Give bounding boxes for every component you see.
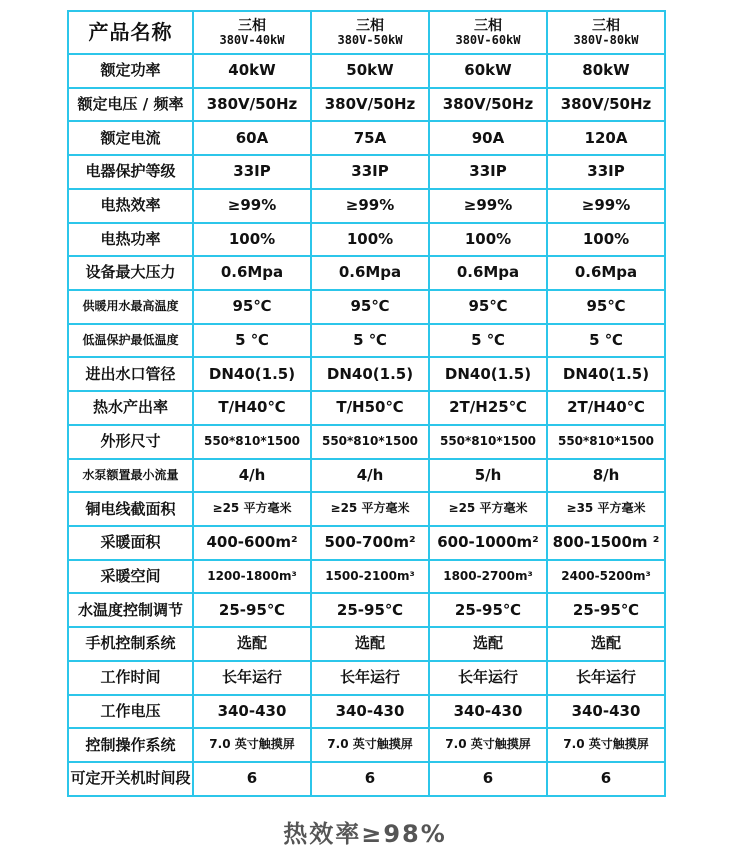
spec-value: 0.6Mpa xyxy=(311,256,429,290)
spec-value: 长年运行 xyxy=(547,661,665,695)
spec-value: 1500-2100m³ xyxy=(311,560,429,594)
model-name: 380V-60kW xyxy=(455,32,521,47)
spec-value: 6 xyxy=(429,762,547,796)
spec-label: 可定开关机时间段 xyxy=(68,762,193,796)
spec-value: 550*810*1500 xyxy=(547,425,665,459)
header-row xyxy=(68,11,665,54)
spec-value: DN40(1.5) xyxy=(547,357,665,391)
spec-row xyxy=(68,627,665,661)
spec-label: 采暖面积 xyxy=(68,526,193,560)
spec-value: 2T/H25℃ xyxy=(429,391,547,425)
spec-row xyxy=(68,324,665,358)
spec-row xyxy=(68,425,665,459)
spec-label: 工作时间 xyxy=(68,661,193,695)
spec-value: 7.0 英寸触摸屏 xyxy=(429,728,547,762)
spec-value: 95℃ xyxy=(429,290,547,324)
spec-value: 95℃ xyxy=(193,290,311,324)
spec-value: ≥99% xyxy=(429,189,547,223)
model-name: 380V-40kW xyxy=(219,32,285,47)
spec-value: 25-95℃ xyxy=(311,593,429,627)
spec-value: ≥25 平方毫米 xyxy=(193,492,311,526)
spec-value: 5 ℃ xyxy=(547,324,665,358)
spec-value: 340-430 xyxy=(547,695,665,729)
spec-row xyxy=(68,88,665,122)
spec-label: 供暖用水最高温度 xyxy=(68,290,193,324)
spec-value: 380V/50Hz xyxy=(547,88,665,122)
spec-value: 7.0 英寸触摸屏 xyxy=(547,728,665,762)
spec-label: 铜电线截面积 xyxy=(68,492,193,526)
spec-row xyxy=(68,459,665,493)
spec-value: 2T/H40℃ xyxy=(547,391,665,425)
spec-row xyxy=(68,223,665,257)
spec-value: 6 xyxy=(193,762,311,796)
spec-value: DN40(1.5) xyxy=(311,357,429,391)
header-title-cell xyxy=(68,11,193,54)
spec-value: 500-700m² xyxy=(311,526,429,560)
spec-row xyxy=(68,593,665,627)
spec-value: 340-430 xyxy=(429,695,547,729)
spec-label: 电器保护等级 xyxy=(68,155,193,189)
spec-table-body xyxy=(68,11,665,796)
spec-value: 340-430 xyxy=(311,695,429,729)
spec-value: 1800-2700m³ xyxy=(429,560,547,594)
spec-value: DN40(1.5) xyxy=(193,357,311,391)
model-header-cell xyxy=(311,11,429,54)
spec-row xyxy=(68,762,665,796)
spec-row xyxy=(68,526,665,560)
spec-value: 2400-5200m³ xyxy=(547,560,665,594)
spec-value: 选配 xyxy=(311,627,429,661)
spec-label: 电热效率 xyxy=(68,189,193,223)
spec-value: 25-95℃ xyxy=(547,593,665,627)
spec-value: 8/h xyxy=(547,459,665,493)
spec-row xyxy=(68,661,665,695)
spec-value: 选配 xyxy=(429,627,547,661)
spec-label: 水泵额置最小流量 xyxy=(68,459,193,493)
spec-value: 600-1000m² xyxy=(429,526,547,560)
spec-value: 550*810*1500 xyxy=(193,425,311,459)
spec-value: 5 ℃ xyxy=(193,324,311,358)
model-header-cell xyxy=(193,11,311,54)
spec-value: 7.0 英寸触摸屏 xyxy=(311,728,429,762)
spec-value: 5/h xyxy=(429,459,547,493)
model-header-cell xyxy=(429,11,547,54)
spec-label: 额定电流 xyxy=(68,121,193,155)
spec-row xyxy=(68,391,665,425)
spec-label: 低温保护最低温度 xyxy=(68,324,193,358)
spec-value: 50kW xyxy=(311,54,429,88)
spec-value: 25-95℃ xyxy=(193,593,311,627)
spec-value: 380V/50Hz xyxy=(193,88,311,122)
spec-table xyxy=(67,10,666,797)
spec-label: 控制操作系统 xyxy=(68,728,193,762)
efficiency-footer: 热效率≥98% xyxy=(283,820,447,848)
spec-value: 95℃ xyxy=(547,290,665,324)
spec-value: ≥25 平方毫米 xyxy=(429,492,547,526)
model-phase: 三相 xyxy=(474,17,502,34)
model-phase: 三相 xyxy=(238,17,266,34)
spec-label: 热水产出率 xyxy=(68,391,193,425)
spec-value: 400-600m² xyxy=(193,526,311,560)
spec-label: 额定电压 / 频率 xyxy=(68,88,193,122)
spec-value: 120A xyxy=(547,121,665,155)
spec-value: 60A xyxy=(193,121,311,155)
spec-row xyxy=(68,290,665,324)
spec-row xyxy=(68,256,665,290)
model-phase: 三相 xyxy=(592,17,620,34)
spec-value: 550*810*1500 xyxy=(429,425,547,459)
spec-value: 0.6Mpa xyxy=(193,256,311,290)
spec-value: 1200-1800m³ xyxy=(193,560,311,594)
spec-value: 100% xyxy=(429,223,547,257)
spec-value: 100% xyxy=(547,223,665,257)
spec-value: 5 ℃ xyxy=(311,324,429,358)
spec-value: ≥99% xyxy=(193,189,311,223)
spec-value: 33IP xyxy=(547,155,665,189)
spec-value: T/H40℃ xyxy=(193,391,311,425)
spec-value: ≥35 平方毫米 xyxy=(547,492,665,526)
spec-row xyxy=(68,155,665,189)
spec-row xyxy=(68,695,665,729)
spec-value: 6 xyxy=(311,762,429,796)
model-name: 380V-50kW xyxy=(337,32,403,47)
spec-value: 0.6Mpa xyxy=(429,256,547,290)
model-phase: 三相 xyxy=(356,17,384,34)
spec-value: 95℃ xyxy=(311,290,429,324)
spec-value: 长年运行 xyxy=(429,661,547,695)
spec-value: 25-95℃ xyxy=(429,593,547,627)
spec-value: 80kW xyxy=(547,54,665,88)
model-name: 380V-80kW xyxy=(573,32,639,47)
spec-value: 550*810*1500 xyxy=(311,425,429,459)
product-name-heading: 产品名称 xyxy=(88,19,173,44)
spec-value: 7.0 英寸触摸屏 xyxy=(193,728,311,762)
spec-value: 90A xyxy=(429,121,547,155)
spec-row xyxy=(68,54,665,88)
spec-label: 采暖空间 xyxy=(68,560,193,594)
spec-value: 选配 xyxy=(547,627,665,661)
spec-value: 5 ℃ xyxy=(429,324,547,358)
model-header-cell xyxy=(547,11,665,54)
spec-value: 4/h xyxy=(311,459,429,493)
spec-value: 75A xyxy=(311,121,429,155)
spec-label: 水温度控制调节 xyxy=(68,593,193,627)
spec-row xyxy=(68,560,665,594)
spec-value: 100% xyxy=(193,223,311,257)
spec-row xyxy=(68,357,665,391)
spec-value: 长年运行 xyxy=(193,661,311,695)
spec-row xyxy=(68,492,665,526)
spec-value: 800-1500m ² xyxy=(547,526,665,560)
spec-value: DN40(1.5) xyxy=(429,357,547,391)
spec-row xyxy=(68,121,665,155)
spec-value: 100% xyxy=(311,223,429,257)
spec-value: 60kW xyxy=(429,54,547,88)
spec-row xyxy=(68,189,665,223)
spec-label: 进出水口管径 xyxy=(68,357,193,391)
spec-value: ≥99% xyxy=(547,189,665,223)
spec-value: 380V/50Hz xyxy=(311,88,429,122)
spec-value: ≥99% xyxy=(311,189,429,223)
spec-value: 长年运行 xyxy=(311,661,429,695)
spec-value: 选配 xyxy=(193,627,311,661)
spec-value: 33IP xyxy=(193,155,311,189)
spec-value: 380V/50Hz xyxy=(429,88,547,122)
spec-label: 手机控制系统 xyxy=(68,627,193,661)
spec-value: 340-430 xyxy=(193,695,311,729)
spec-label: 额定功率 xyxy=(68,54,193,88)
spec-value: 33IP xyxy=(429,155,547,189)
spec-label: 设备最大压力 xyxy=(68,256,193,290)
spec-label: 工作电压 xyxy=(68,695,193,729)
spec-value: ≥25 平方毫米 xyxy=(311,492,429,526)
spec-value: 40kW xyxy=(193,54,311,88)
spec-label: 外形尺寸 xyxy=(68,425,193,459)
spec-value: 0.6Mpa xyxy=(547,256,665,290)
spec-row xyxy=(68,728,665,762)
spec-value: 4/h xyxy=(193,459,311,493)
spec-value: 33IP xyxy=(311,155,429,189)
spec-label: 电热功率 xyxy=(68,223,193,257)
spec-value: T/H50℃ xyxy=(311,391,429,425)
spec-value: 6 xyxy=(547,762,665,796)
